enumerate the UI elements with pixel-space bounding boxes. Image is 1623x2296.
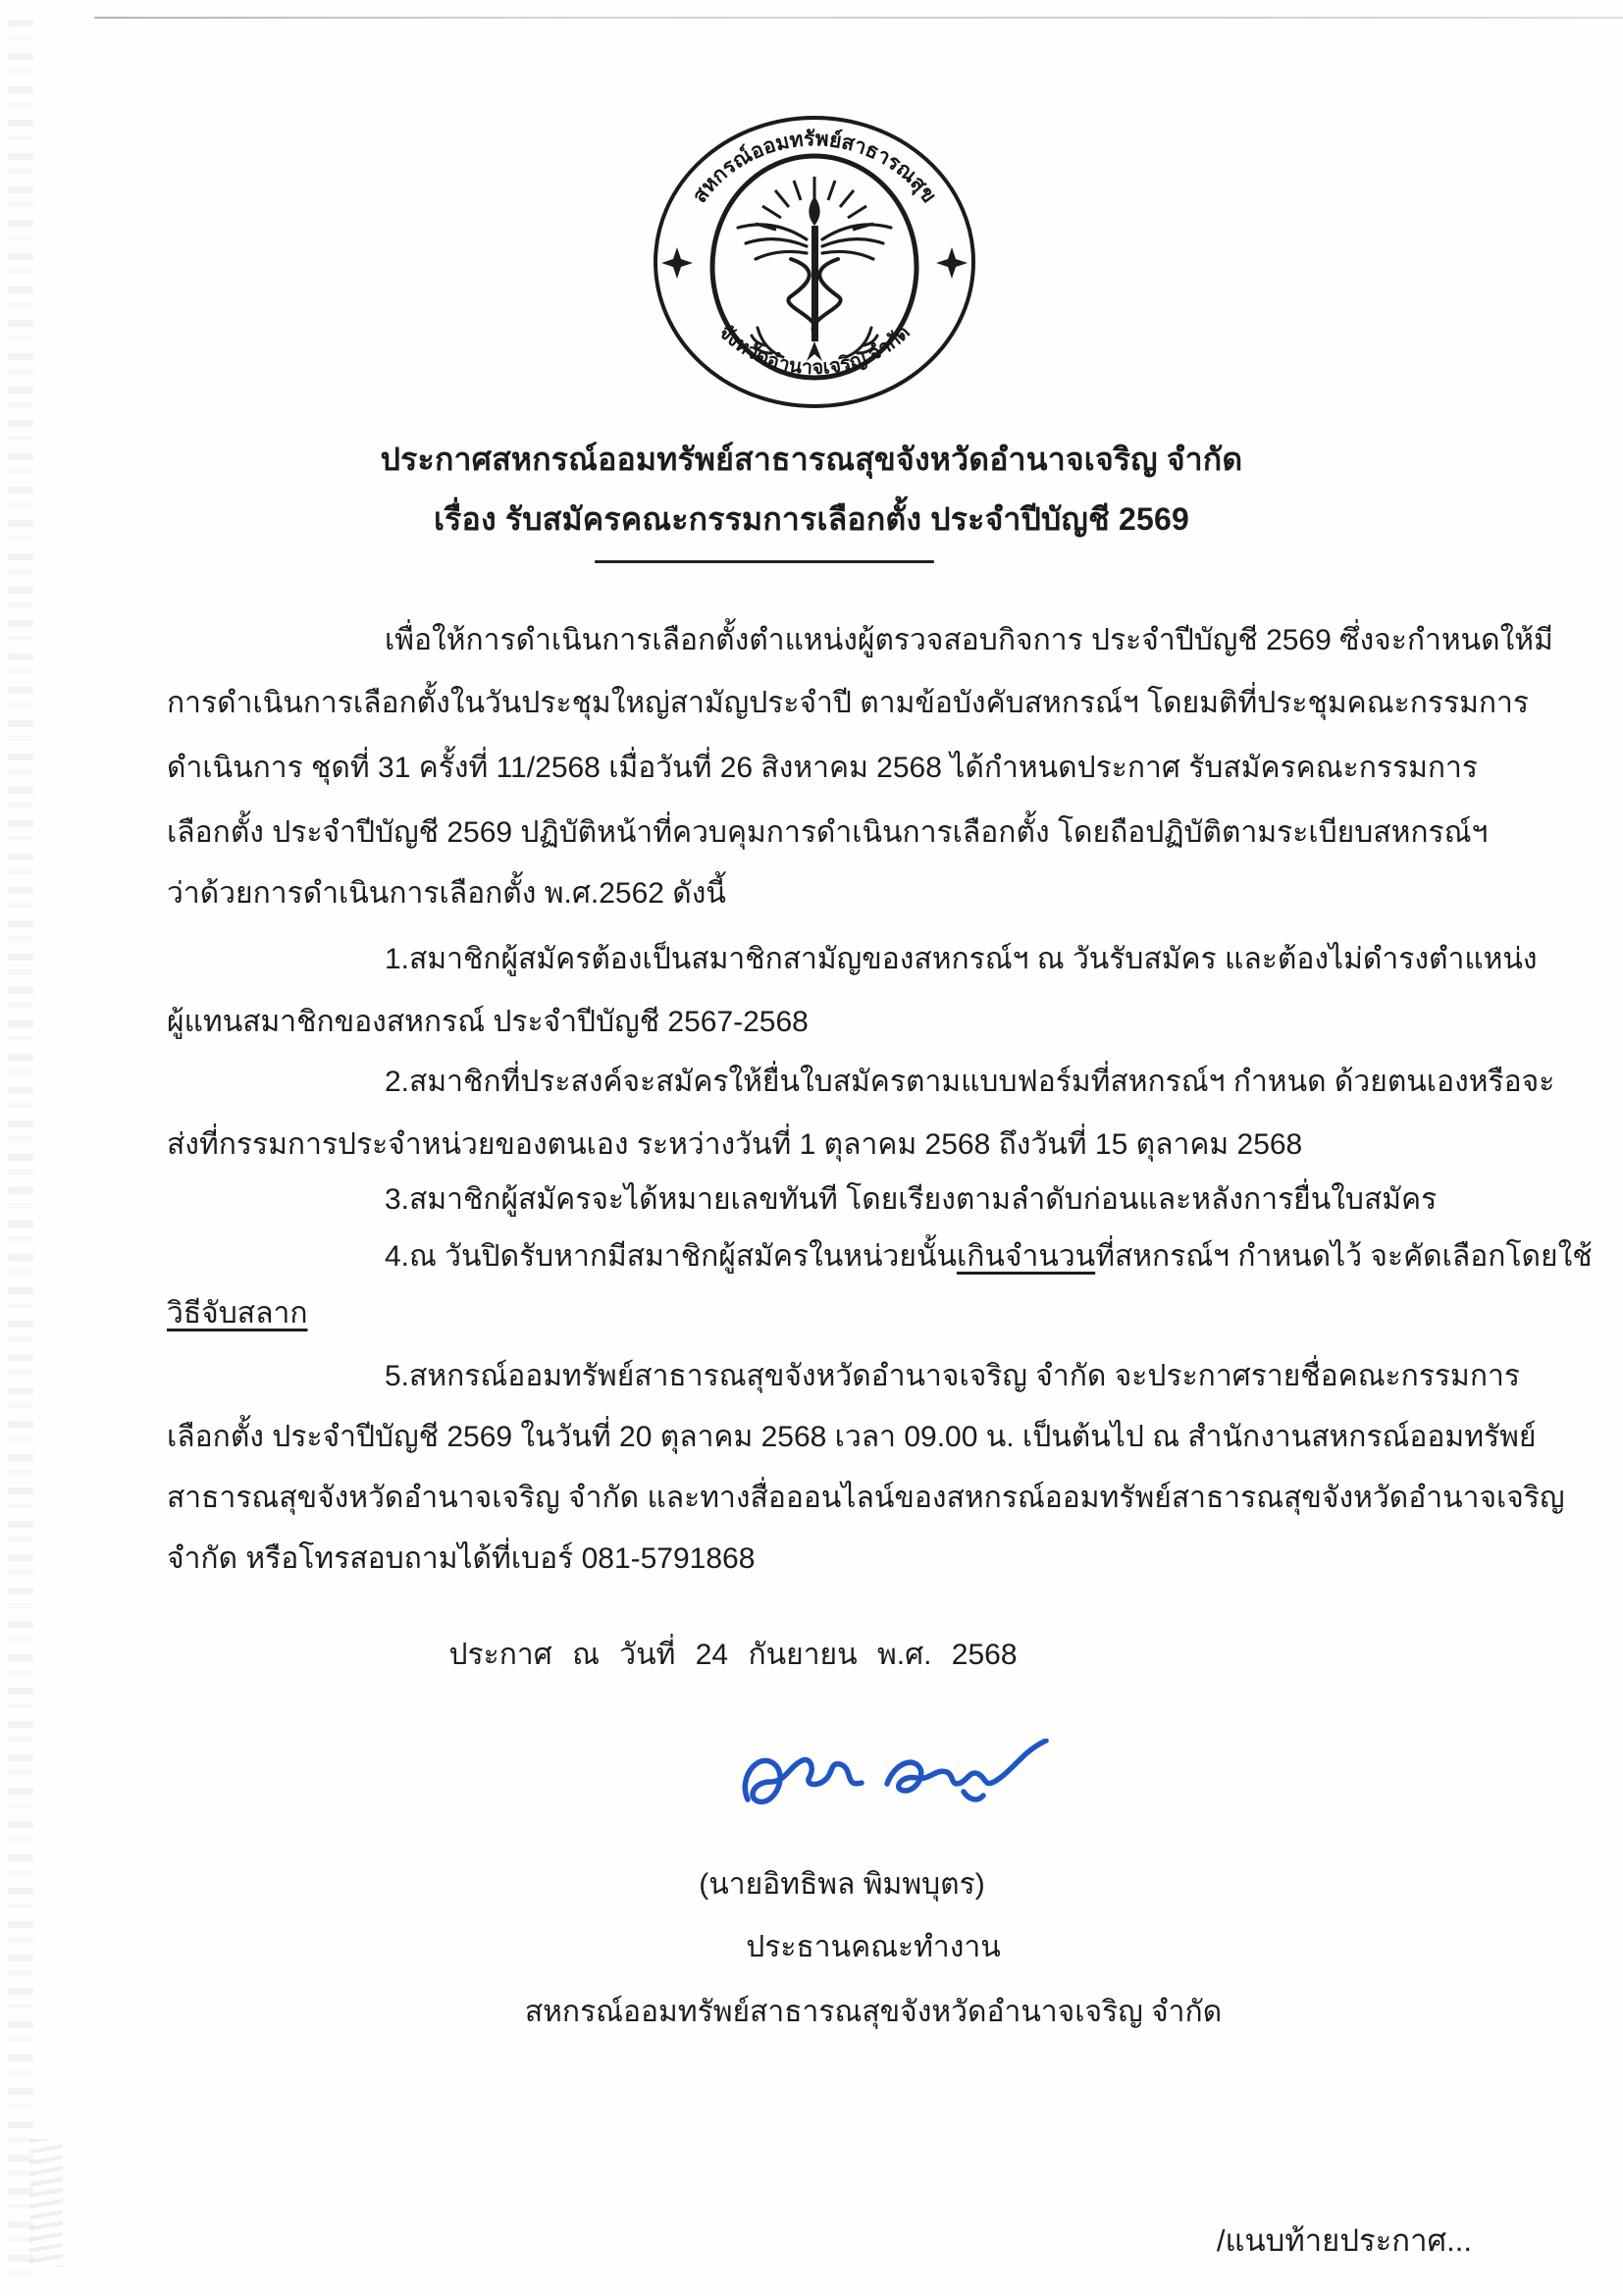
title-divider-rule	[595, 560, 934, 563]
condition-item-2: 2.สมาชิกที่ประสงค์จะสมัครให้ยื่นใบสมัครตามแบบฟอร์มที่สหกรณ์ฯ กำหนด ด้วยตนเองหรือจะ	[385, 1066, 1555, 1098]
intro-line: เพื่อให้การดำเนินการเลือกตั้งตำแหน่งผู้ตรวจสอบกิจการ ประจำปีบัญชี 2569 ซึ่งจะกำหนดให้มี	[385, 624, 1553, 656]
condition-item-3: 3.สมาชิกผู้สมัครจะได้หมายเลขทันที โดยเรียงตามลำดับก่อนและหลังการยื่นใบสมัคร	[385, 1183, 1438, 1216]
scan-artifact-top-line	[94, 17, 1623, 19]
condition-item-5-cont: จำกัด หรือโทรสอบถามได้ที่เบอร์ 081-5791868	[167, 1542, 756, 1575]
condition-item-5: 5.สหกรณ์ออมทรัพย์สาธารณสุขจังหวัดอำนาจเจริญ จำกัด จะประกาศรายชื่อคณะกรรมการ	[385, 1360, 1520, 1392]
caduceus-icon	[738, 177, 891, 361]
intro-line: การดำเนินการเลือกตั้งในวันประชุมใหญ่สามัญประจำปี ตามข้อบังคับสหกรณ์ฯ โดยมติที่ประชุมคณะกรรมการ	[167, 687, 1529, 719]
condition-item-5-cont: สาธารณสุขจังหวัดอำนาจเจริญ จำกัด และทางสื่อออนไลน์ของสหกรณ์ออมทรัพย์สาธารณสุขจังหวัดอำนาจเจริญ	[167, 1482, 1565, 1514]
seal-bottom-text: จังหวัดอำนาจเจริญ จำกัด	[714, 321, 915, 380]
item4-text-pre: 4.ณ วันปิดรับหากมีสมาชิกผู้สมัครในหน่วยนั้น	[385, 1240, 957, 1273]
seal-star-left-icon	[661, 247, 693, 279]
item4-text-post: ที่สหกรณ์ฯ กำหนดไว้ จะคัดเลือกโดยใช้	[1095, 1240, 1593, 1273]
announcement-date-line: ประกาศ ณ วันที่ 24 กันยายน พ.ศ. 2568	[448, 1639, 1018, 1671]
intro-line: ดำเนินการ ชุดที่ 31 ครั้งที่ 11/2568 เมื่อวันที่ 26 สิงหาคม 2568 ได้กำหนดประกาศ รับสมัครคณะกรรมการ	[167, 752, 1478, 784]
cooperative-seal-logo	[648, 110, 981, 416]
signer-organization: สหกรณ์ออมทรัพย์สาธารณสุขจังหวัดอำนาจเจริญ จำกัด	[524, 1996, 1223, 2028]
condition-item-4	[167, 1234, 1623, 1279]
intro-line: เลือกตั้ง ประจำปีบัญชี 2569 ปฏิบัติหน้าที่ควบคุมการดำเนินการเลือกตั้ง โดยถือปฏิบัติตามระเบียบสหกรณ์ฯ	[167, 816, 1489, 849]
signature	[730, 1739, 1056, 1845]
document-title-line2: เรื่อง รับสมัครคณะกรรมการเลือกตั้ง ประจำปีบัญชี 2569	[434, 501, 1189, 537]
seal-svg	[648, 110, 981, 416]
condition-item-5-cont: เลือกตั้ง ประจำปีบัญชี 2569 ในวันที่ 20 ตุลาคม 2568 เวลา 09.00 น. เป็นต้นไป ณ สำนักงานสหกรณ์ออมทรัพย์	[167, 1421, 1537, 1453]
item4-underlined-text: เกินจำนวน	[956, 1240, 1096, 1273]
condition-item-2-cont: ส่งที่กรรมการประจำหน่วยของตนเอง ระหว่างวันที่ 1 ตุลาคม 2568 ถึงวันที่ 15 ตุลาคม 2568	[167, 1128, 1303, 1161]
seal-top-text: สหกรณ์ออมทรัพย์สาธารณสุข	[688, 128, 941, 208]
scan-artifact-left-edge	[8, 20, 33, 2286]
seal-star-right-icon	[936, 247, 968, 279]
attachment-continuation-note: /แนบท้ายประกาศ...	[1216, 2223, 1472, 2258]
condition-item-4-cont	[167, 1291, 1472, 1336]
item4-line2-underlined-text: วิธีจับสลาก	[167, 1297, 308, 1330]
intro-line: ว่าด้วยการดำเนินการเลือกตั้ง พ.ศ.2562 ดังนี้	[167, 877, 726, 910]
handwritten-signature-icon	[730, 1739, 1056, 1845]
signer-title: ประธานคณะทำงาน	[746, 1931, 1001, 1963]
signer-name: (นายอิทธิพล พิมพบุตร)	[699, 1868, 985, 1901]
scan-artifact-bottom-left	[29, 2139, 63, 2267]
document-title-line1: ประกาศสหกรณ์ออมทรัพย์สาธารณสุขจังหวัดอำนาจเจริญ จำกัด	[380, 442, 1243, 477]
condition-item-1: 1.สมาชิกผู้สมัครต้องเป็นสมาชิกสามัญของสหกรณ์ฯ ณ วันรับสมัคร และต้องไม่ดำรงตำแหน่ง	[385, 943, 1538, 975]
condition-item-1-cont: ผู้แทนสมาชิกของสหกรณ์ ประจำปีบัญชี 2567-2568	[167, 1006, 809, 1038]
